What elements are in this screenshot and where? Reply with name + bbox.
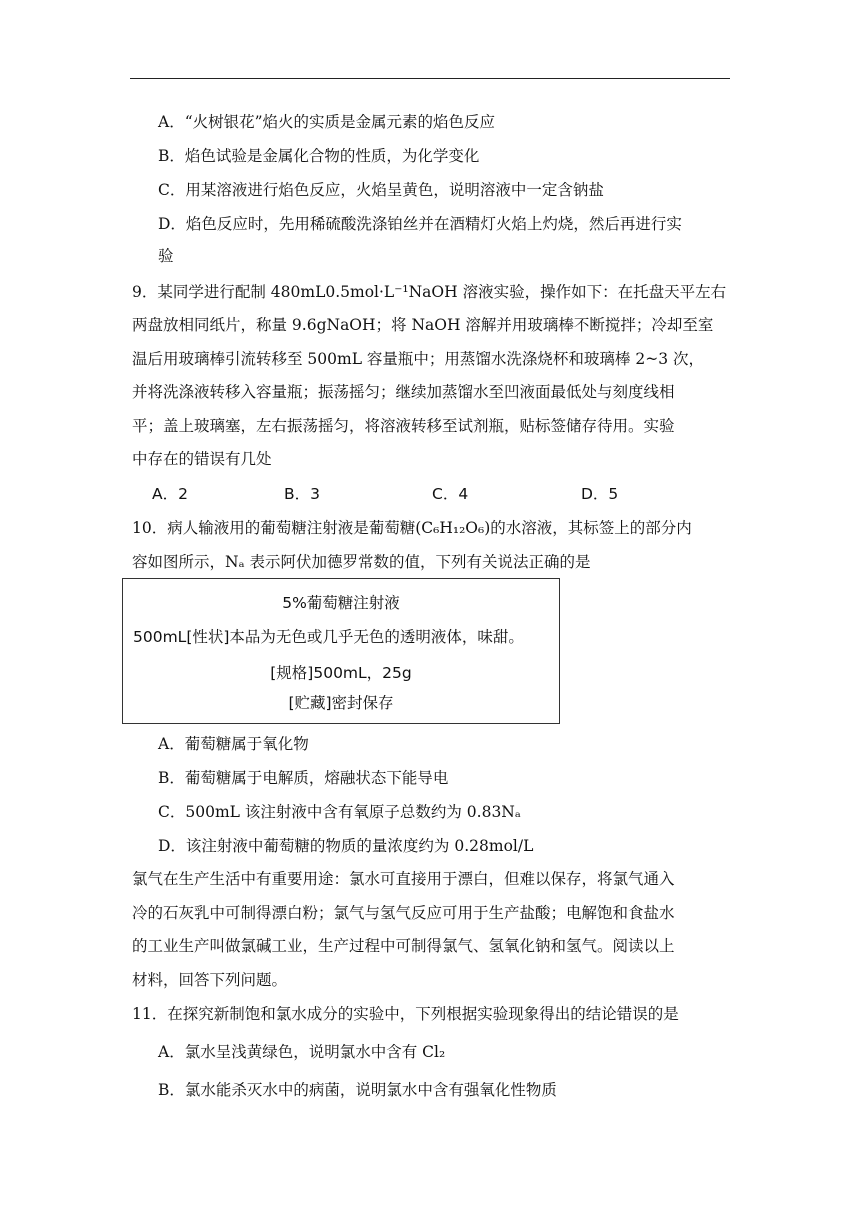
label-storage: [贮藏]密封保存 <box>288 694 394 712</box>
q9-line-3: 温后用玻璃棒引流转移至 500mL 容量瓶中；用蒸馏水洗涤烧杯和玻璃棒 2~3 次， <box>132 350 704 368</box>
q8-option-b: B．焰色试验是金属化合物的性质，为化学变化 <box>158 147 480 165</box>
drug-label-box <box>122 578 560 724</box>
q9-line-4: 并将洗涤液转移入容量瓶；振荡摇匀；继续加蒸馏水至凹液面最低处与刻度线相 <box>132 383 675 401</box>
q11-option-a: A．氯水呈浅黄绿色，说明氯水中含有 Cl₂ <box>158 1043 446 1061</box>
q9-choice-b: B．3 <box>284 485 320 503</box>
q9-line-2: 两盘放相同纸片，称量 9.6gNaOH；将 NaOH 溶解并用玻璃棒不断搅拌；冷却至室 <box>132 316 714 334</box>
q8-option-c: C．用某溶液进行焰色反应，火焰呈黄色，说明溶液中一定含钠盐 <box>158 181 604 199</box>
passage-line-3: 的工业生产叫做氯碱工业，生产过程中可制得氯气、氢氧化钠和氢气。阅读以上 <box>132 937 675 955</box>
q9-choice-a: A．2 <box>152 485 188 503</box>
q8-option-a: A．“火树银花”焰火的实质是金属元素的焰色反应 <box>158 113 496 131</box>
q9-line-6: 中存在的错误有几处 <box>132 450 272 468</box>
q10-option-d: D．该注射液中葡萄糖的物质的量浓度约为 0.28mol/L <box>158 837 534 855</box>
label-title: 5%葡萄糖注射液 <box>282 594 400 612</box>
q9-line-1: 9．某同学进行配制 480mL0.5mol·L⁻¹NaOH 溶液实验，操作如下：在托盘天平左右 <box>132 283 727 301</box>
q8-option-d: D．焰色反应时，先用稀硫酸洗涤铂丝并在酒精灯火焰上灼烧，然后再进行实 <box>158 215 682 233</box>
q10-line-2: 容如图所示，Nₐ 表示阿伏加德罗常数的值，下列有关说法正确的是 <box>132 553 591 571</box>
passage-line-4: 材料，回答下列问题。 <box>132 971 288 989</box>
q11-option-b: B．氯水能杀灭水中的病菌，说明氯水中含有强氧化性物质 <box>158 1081 557 1099</box>
q10-line-1: 10．病人输液用的葡萄糖注射液是葡萄糖(C₆H₁₂O₆)的水溶液，其标签上的部分内 <box>132 519 692 537</box>
header-rule <box>130 78 730 79</box>
q11-stem: 11．在探究新制饱和氯水成分的实验中，下列根据实验现象得出的结论错误的是 <box>132 1005 679 1023</box>
passage-line-2: 冷的石灰乳中可制得漂白粉；氯气与氢气反应可用于生产盐酸；电解饱和食盐水 <box>132 904 675 922</box>
q8-option-d-cont: 验 <box>158 247 174 265</box>
q9-choice-c: C．4 <box>432 485 469 503</box>
passage-line-1: 氯气在生产生活中有重要用途：氯水可直接用于漂白，但难以保存，将氯气通入 <box>132 870 675 888</box>
label-description: 500mL[性状]本品为无色或几乎无色的透明液体，味甜。 <box>133 628 524 646</box>
q10-option-b: B．葡萄糖属于电解质，熔融状态下能导电 <box>158 769 449 787</box>
q9-choice-d: D．5 <box>581 485 619 503</box>
q10-option-c: C．500mL 该注射液中含有氧原子总数约为 0.83Nₐ <box>158 803 521 821</box>
label-spec: [规格]500mL，25g <box>270 664 412 682</box>
q10-option-a: A．葡萄糖属于氧化物 <box>158 735 309 753</box>
q9-line-5: 平；盖上玻璃塞，左右振荡摇匀，将溶液转移至试剂瓶，贴标签储存待用。实验 <box>132 417 675 435</box>
